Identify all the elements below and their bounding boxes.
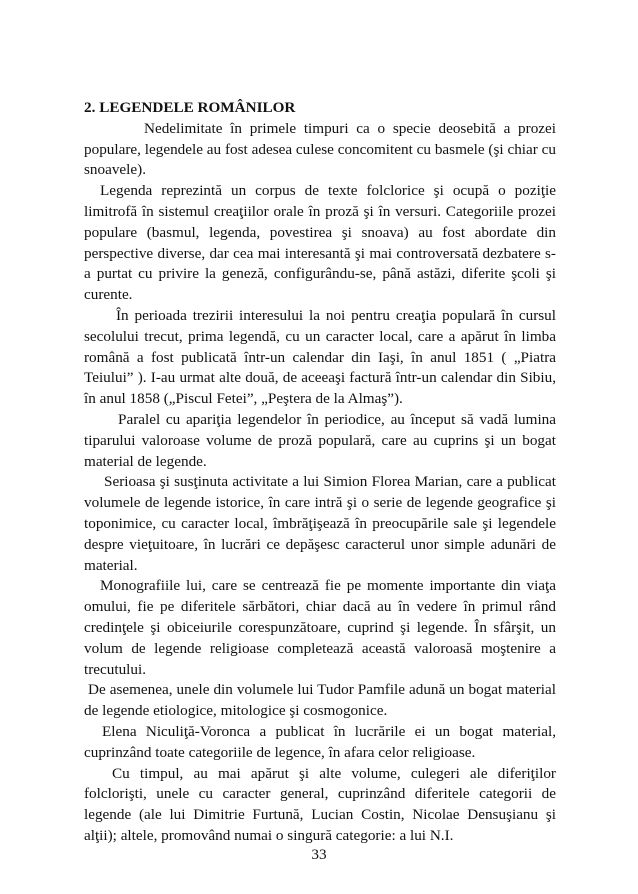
paragraph-1: Nedelimitate în primele timpuri ca o specie deosebită a prozei populare, legendele au fost adesea culese concomitent cu basmele (şi chiar cu snoavele). [84,119,556,179]
paragraph-6: Monografiile lui, care se centrează fie pe momente importante din viaţa omului, fie pe diferitele sărbători, chiar dacă au în vedere în primul rând credinţele şi obiceiurile corespunzătoare, cuprind şi legende. În sfârşit, un volum de legende religioase completează această valoroasă moştenire a trecutului. [84,577,556,678]
page-body [84,98,556,847]
paragraph-5: Serioasa şi susţinuta activitate a lui Simion Florea Marian, care a publicat volumele de legende istorice, în care intră şi o serie de legende geografice şi toponimice, cu caracter local, îmbrăţişează în preocupările sale şi legendele despre vieţuitoare, în lucrări ce depăşesc caracterul unor simple adunări de material. [84,473,556,574]
paragraph-3: În perioada trezirii interesului la noi pentru creaţia populară în cursul secolului trecut, prima legendă, cu un caracter local, care a apărut în limba română a fost publicată într-un calendar din Iaşi, în anul 1851 ( „Piatra Teiului” ). I-au urmat alte două, de aceeaşi factură într-un calendar din Sibiu, în anul 1858 („Piscul Fetei”, „Peştera de la Almaş”). [84,306,556,408]
paragraph-7: De asemenea, unele din volumele lui Tudor Pamfile adună un bogat material de legende etiologice, mitologice şi cosmogonice. [84,681,556,720]
paragraph-2: Legenda reprezintă un corpus de texte folclorice şi ocupă o poziţie limitrofă în sistemul creaţiilor orale în proză şi în versuri. Categoriile prozei populare (basmul, legenda, povestirea şi snoava) au fost abordate din perspective diverse, dar cea mai interesantă şi mai controversată dezbatere s-a purtat cu privire la geneză, configurându-se, până astăzi, diferite şcoli şi curente. [84,182,556,304]
section-heading: 2. LEGENDELE ROMÂNILOR [84,99,296,116]
paragraph-4: Paralel cu apariţia legendelor în periodice, au început să vadă lumina tiparului valoroase volume de proză populară, care au cuprins şi un bogat material de legende. [84,410,556,470]
paragraph-9: Cu timpul, au mai apărut şi alte volume, culegeri ale diferiţilor folclorişti, unele cu caracter general, cuprinzând diferitele categorii de legende (ale lui Dimitrie Furtună, Lucian Costin, Nicolae Densuşianu şi alţii); altele, promovând numai o singură categorie: a lui N.I. [84,764,556,844]
page-number: 33 [311,846,327,863]
paragraph-8: Elena Niculiţă-Voronca a publicat în lucrările ei un bogat material, cuprinzând toate categoriile de legence, în afara celor religioase. [84,722,556,761]
